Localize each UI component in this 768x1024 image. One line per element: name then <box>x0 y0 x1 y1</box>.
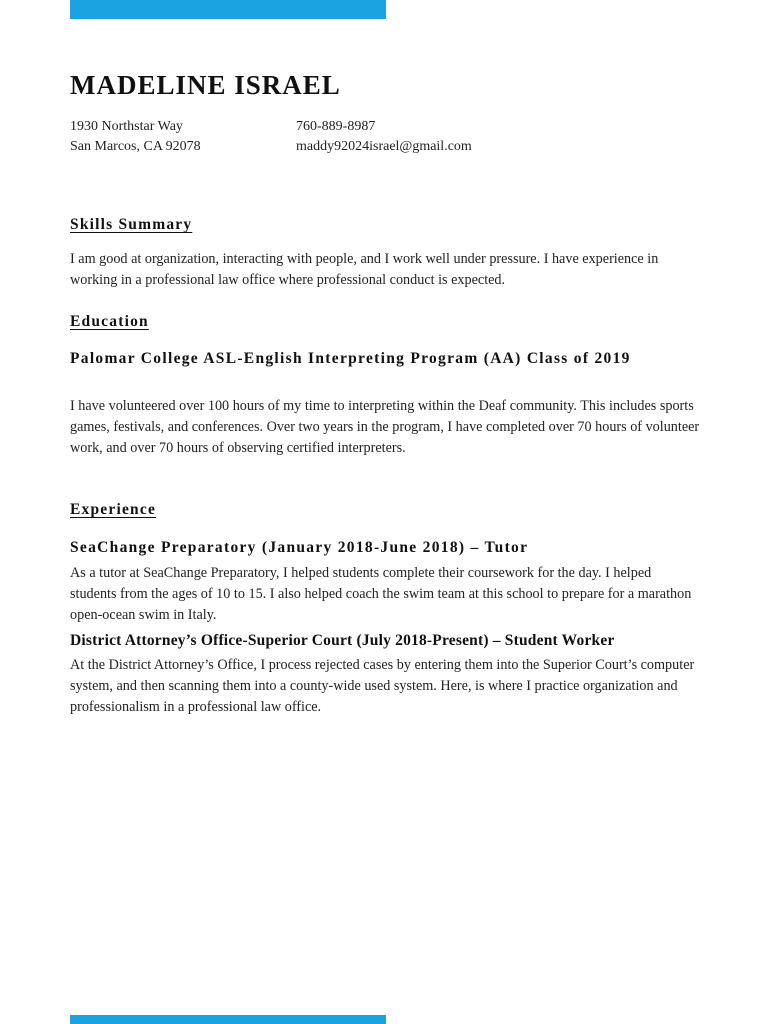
experience-entry-1-text: As a tutor at SeaChange Preparatory, I helped students complete their coursework for the day. I helped students from the ages of 10 to 15. I also helped coach the swim team at this school to prepare for a marathon open-ocean swim in Italy. <box>70 565 692 623</box>
education-entry-title: Palomar College ASL-English Interpreting Program (AA) Class of 2019 <box>70 350 631 367</box>
experience-entry-1-title: SeaChange Preparatory (January 2018-June 2018) – Tutor <box>70 539 529 556</box>
top-accent-bar <box>70 0 386 19</box>
bottom-accent-bar <box>70 1015 386 1024</box>
phone-number: 760-889-8987 <box>296 119 376 134</box>
experience-entry-2-text: At the District Attorney’s Office, I process rejected cases by entering them into the Superior Court’s computer system, and then scanning them into a county-wide used system. Here, is where I practice organization and professionalism in a professional law office. <box>70 657 695 715</box>
contact-block <box>296 117 472 157</box>
address-line-1: 1930 Northstar Way <box>70 119 183 134</box>
education-entry-text: I have volunteered over 100 hours of my time to interpreting within the Deaf community. This includes sports games, festivals, and conferences. Over two years in the program, I have completed over 70 hours of volunteer work, and over 70 hours of observing certified interpreters. <box>70 398 700 456</box>
skills-heading: Skills Summary <box>70 216 193 233</box>
experience-heading: Experience <box>70 501 157 518</box>
address-block <box>70 117 201 157</box>
skills-text: I am good at organization, interacting with people, and I work well under pressure. I have experience in working in a professional law office where professional conduct is expected. <box>70 251 659 288</box>
education-heading: Education <box>70 313 149 330</box>
experience-entry-2-title: District Attorney’s Office-Superior Court (July 2018-Present) – Student Worker <box>70 632 615 649</box>
resume-name: MADELINE ISRAEL <box>70 70 341 100</box>
email-address: maddy92024israel@gmail.com <box>296 139 472 154</box>
address-line-2: San Marcos, CA 92078 <box>70 139 201 154</box>
